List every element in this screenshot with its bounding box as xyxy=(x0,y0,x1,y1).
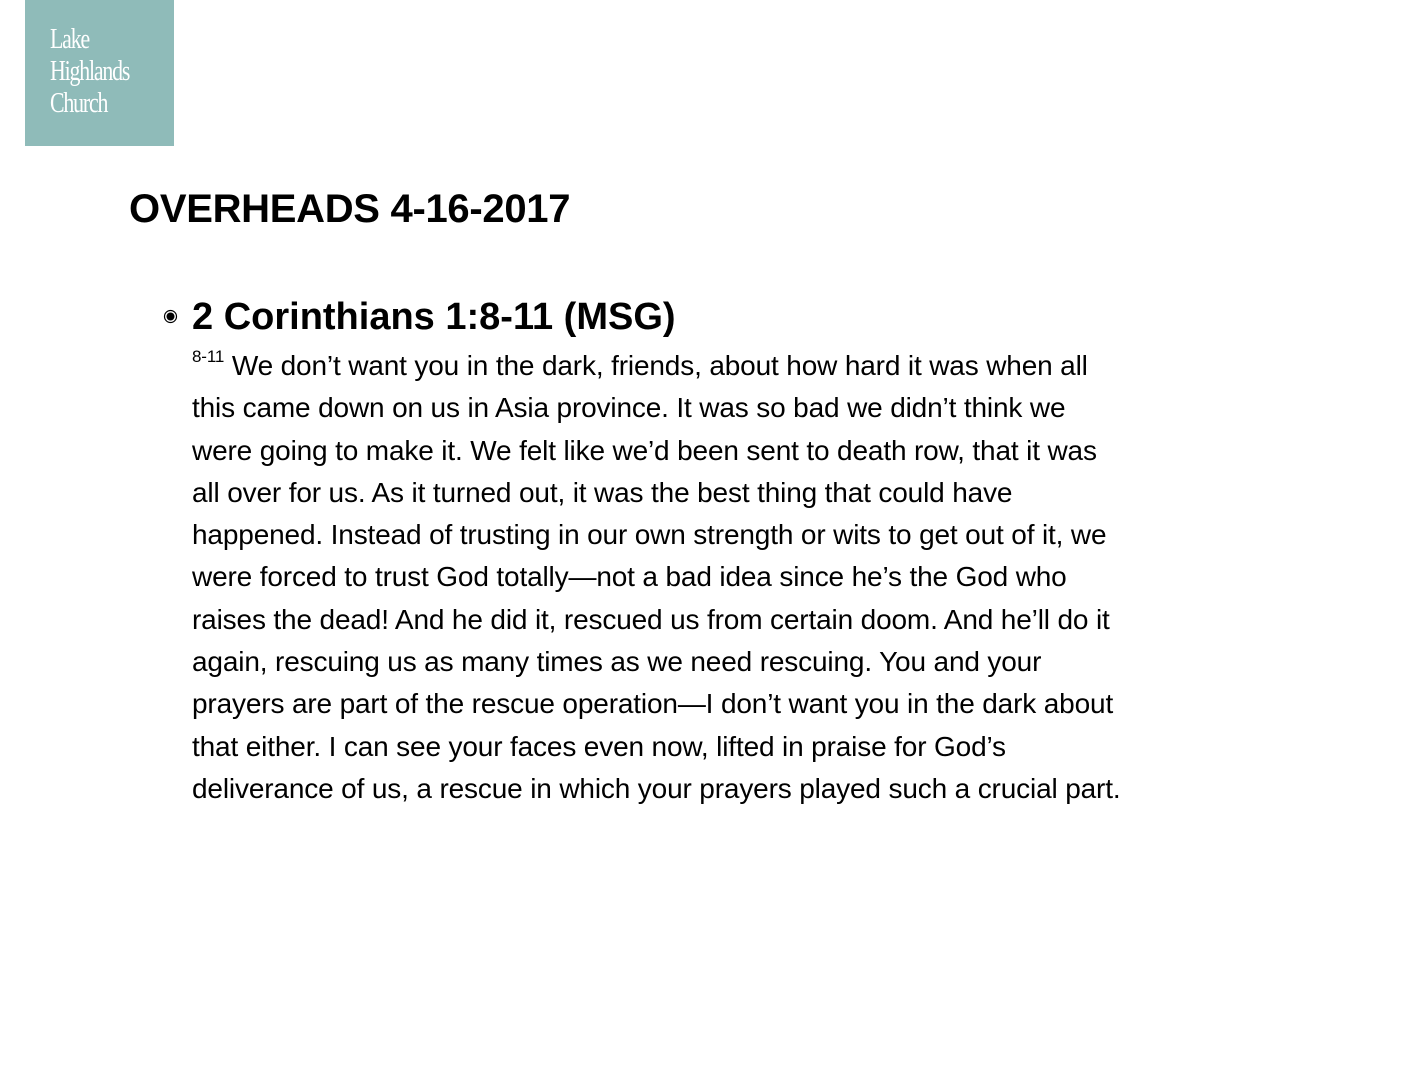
passage-line xyxy=(192,345,1277,387)
passage-line: were forced to trust God totally—not a bad idea since he’s the God who xyxy=(192,561,1067,593)
verse-number: 8-11 xyxy=(192,347,225,366)
passage-line-text: We don’t want you in the dark, friends, about how hard it was when all xyxy=(231,350,1088,381)
passage-line: happened. Instead of trusting in our own strength or wits to get out of it, we xyxy=(192,519,1107,551)
logo-wordmark xyxy=(50,24,129,120)
passage-line: again, rescuing us as many times as we need rescuing. You and your xyxy=(192,646,1042,678)
logo-line-lake: Lake xyxy=(50,24,89,55)
passage-line: that either. I can see your faces even now, lifted in praise for God’s xyxy=(192,730,1006,762)
passage-line: this came down on us in Asia province. It was so bad we didn’t think we xyxy=(192,392,1066,424)
passage-line: were going to make it. We felt like we’d been sent to death row, that it was xyxy=(192,434,1097,466)
church-logo xyxy=(25,0,174,146)
scripture-reference: 2 Corinthians 1:8-11 (MSG) xyxy=(192,296,676,338)
bullet-icon xyxy=(163,309,178,324)
logo-line-highlands: Highlands xyxy=(50,56,130,87)
page-title: OVERHEADS 4-16-2017 xyxy=(129,187,571,231)
passage-line: all over for us. As it turned out, it was the best thing that could have xyxy=(192,476,1013,508)
scripture-passage xyxy=(192,345,1277,810)
passage-line: prayers are part of the rescue operation—I don’t want you in the dark about xyxy=(192,688,1114,720)
passage-line: deliverance of us, a rescue in which your prayers played such a crucial part. xyxy=(192,772,1121,804)
logo-line-church: Church xyxy=(50,88,108,119)
passage-line: raises the dead! And he did it, rescued us from certain doom. And he’ll do it xyxy=(192,603,1110,635)
